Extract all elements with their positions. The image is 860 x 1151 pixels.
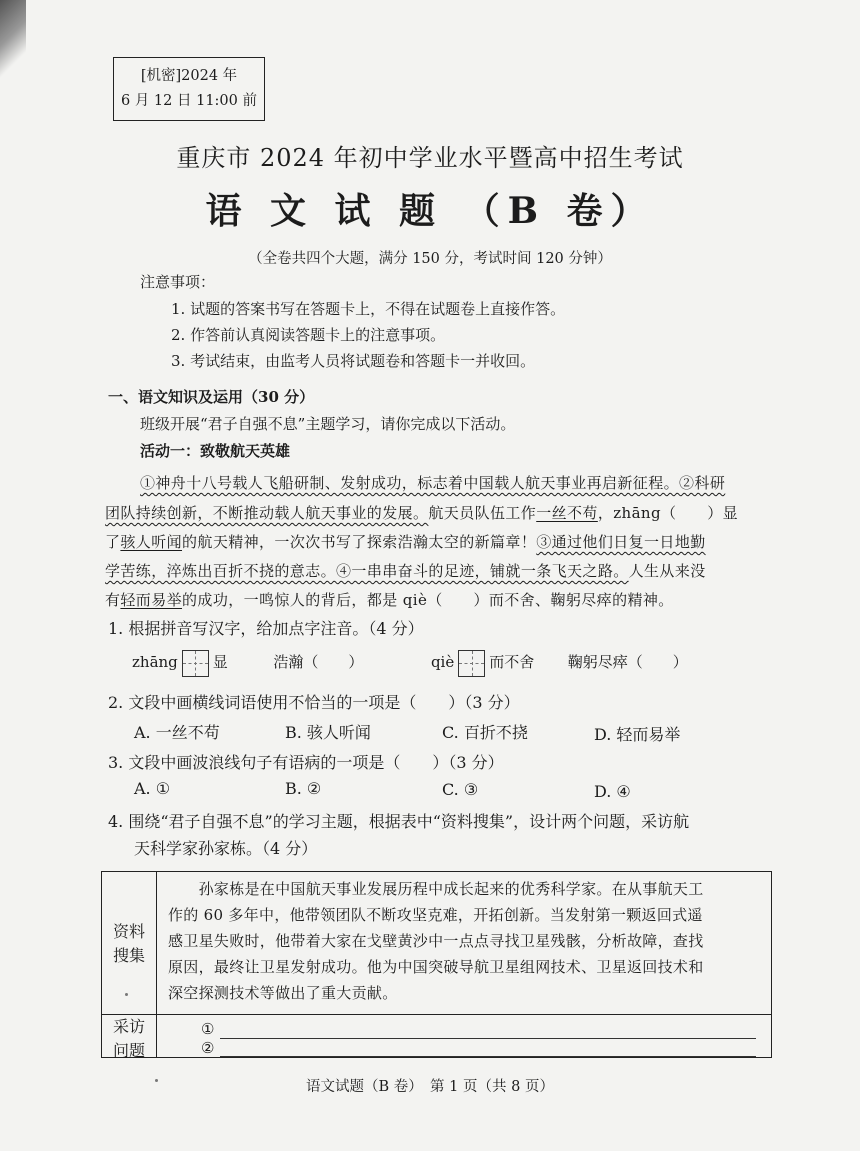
question-3-stem: 3. 文段中画波浪线句子有语病的一项是（ ）（3 分） xyxy=(108,753,504,772)
notice-heading: 注意事项： xyxy=(140,273,216,291)
word-haohan: 浩瀚（ ） xyxy=(273,653,364,671)
passage-line-4 xyxy=(105,560,706,581)
wavy-sentence-3-start: ③通过他们日复一日地勤 xyxy=(536,533,706,551)
material-line: 原因，最终让卫星发射成功。他为中国突破导航卫星组网技术、卫星返回技术和 xyxy=(168,958,704,976)
blank-1-marker: ① xyxy=(201,1020,215,1038)
confidential-box xyxy=(113,57,265,121)
passage-text: 人生从来没 xyxy=(628,562,706,580)
table-label-interview xyxy=(102,1015,156,1063)
q2-option-b[interactable]: B. 骇人听闻 xyxy=(285,723,371,742)
wavy-sentence-4: ④一串串奋斗的足迹，铺就一条飞天之路。 xyxy=(336,562,629,580)
answer-box-1[interactable] xyxy=(182,650,209,677)
q2-option-a[interactable]: A. 一丝不苟 xyxy=(134,723,220,742)
question-1-stem: 1. 根据拼音写汉字，给加点字注音。（4 分） xyxy=(108,619,424,638)
underlined-word-b: 骇人听闻 xyxy=(120,533,183,551)
question-1-items xyxy=(132,647,688,677)
material-line: 深空探测技术等做出了重大贡献。 xyxy=(168,984,398,1002)
material-table xyxy=(101,871,772,1058)
q3-option-d[interactable]: D. ④ xyxy=(594,782,631,801)
word-jugongjincui: 鞠躬尽瘁（ ） xyxy=(567,653,688,671)
table-divider-vertical xyxy=(156,872,157,1057)
wavy-sentence-3-end: 学苦练，淬炼出百折不挠的意志。 xyxy=(105,562,337,580)
passage-text: 了 xyxy=(105,533,121,551)
scan-corner-shadow xyxy=(0,0,26,78)
material-line: 作的 60 多年中，他带领团队不断攻坚克难，开拓创新。当发射第一颗返回式遥 xyxy=(168,906,703,924)
answer-box-2[interactable] xyxy=(458,650,485,677)
label-part: 采访 xyxy=(112,1017,145,1036)
scan-speck xyxy=(125,993,128,996)
material-line: 孙家栋是在中国航天事业发展历程中成长起来的优秀科学家。在从事航天工 xyxy=(168,880,704,898)
answer-line-2[interactable] xyxy=(220,1056,756,1057)
table-material-text xyxy=(168,876,766,1006)
pinyin-qie: qiè xyxy=(430,653,455,671)
passage-line-5 xyxy=(105,589,674,610)
word-erbushe: 而不舍 xyxy=(489,653,535,671)
q3-option-a[interactable]: A. ① xyxy=(134,779,171,798)
scan-speck xyxy=(155,1079,158,1082)
answer-line-1[interactable] xyxy=(220,1038,756,1039)
underlined-word-a: 一丝不苟 xyxy=(536,504,598,522)
section-1-intro: 班级开展“君子自强不息”主题学习，请你完成以下活动。 xyxy=(140,415,516,433)
word-xian: 显 xyxy=(212,653,228,671)
exam-title: 重庆市 2024 年初中学业水平暨高中招生考试 xyxy=(176,144,684,172)
notice-item-3: 3. 考试结束，由监考人员将试题卷和答题卡一并收回。 xyxy=(171,352,536,370)
confidential-line-1: [机密]2024 年 xyxy=(140,68,238,84)
passage-text: 有 xyxy=(105,591,121,609)
material-line: 感卫星失败时，他带着大家在戈壁黄沙中一点点寻找卫星残骸，分析故障，查找 xyxy=(168,932,704,950)
confidential-line-2: 6 月 12 日 11:00 前 xyxy=(120,93,257,109)
activity-1-heading: 活动一：致敬航天英雄 xyxy=(140,442,291,460)
passage-text: ，zhāng（ ）显 xyxy=(597,504,738,522)
label-part: 问题 xyxy=(112,1041,145,1060)
label-part: 搜集 xyxy=(112,946,145,965)
wavy-sentence-2-start: ②科研 xyxy=(679,474,726,492)
question-4-stem-line-1: 4. 围绕“君子自强不息”的学习主题，根据表中“资料搜集”，设计两个问题，采访航 xyxy=(108,812,690,831)
passage-text: 的成功，一鸣惊人的背后，都是 qiè（ ）而不舍、鞠躬尽瘁的精神。 xyxy=(182,591,674,609)
wavy-sentence-1: ①神舟十八号载人飞船研制、发射成功，标志着中国载人航天事业再启新征程。 xyxy=(140,474,680,492)
passage-line-2 xyxy=(105,502,738,523)
question-4-stem-line-2: 天科学家孙家栋。（4 分） xyxy=(134,839,318,858)
label-part: 资料 xyxy=(112,922,145,941)
notice-item-1: 1. 试题的答案书写在答题卡上，不得在试题卷上直接作答。 xyxy=(171,300,566,318)
notice-item-2: 2. 作答前认真阅读答题卡上的注意事项。 xyxy=(171,326,446,344)
blank-2-marker: ② xyxy=(201,1039,215,1057)
q2-option-c[interactable]: C. 百折不挠 xyxy=(442,723,528,742)
table-divider-horizontal xyxy=(102,1014,771,1015)
table-label-material xyxy=(102,920,156,968)
paper-subtitle: （全卷共四个大题，满分 150 分，考试时间 120 分钟） xyxy=(248,251,612,267)
underlined-word-d: 轻而易举 xyxy=(120,591,183,609)
q3-option-b[interactable]: B. ② xyxy=(285,779,322,798)
question-2-stem: 2. 文段中画横线词语使用不恰当的一项是（ ）（3 分） xyxy=(108,693,520,712)
section-1-heading: 一、语文知识及运用（30 分） xyxy=(108,388,315,406)
wavy-sentence-2-end: 团队持续创新，不断推动载人航天事业的发展。 xyxy=(105,504,429,522)
pinyin-zhang: zhāng xyxy=(132,653,178,671)
q2-option-d[interactable]: D. 轻而易举 xyxy=(594,725,681,744)
passage-line-1 xyxy=(140,472,725,493)
page-footer: 语文试题（B 卷） 第 1 页（共 8 页） xyxy=(306,1079,554,1095)
paper-title: 语 文 试 题 （B 卷） xyxy=(205,190,655,232)
passage-text: 的航天精神，一次次书写了探索浩瀚太空的新篇章！ xyxy=(182,533,537,551)
q3-option-c[interactable]: C. ③ xyxy=(442,780,479,799)
passage-text: 航天员队伍工作 xyxy=(428,504,537,522)
passage-line-3 xyxy=(105,531,706,552)
